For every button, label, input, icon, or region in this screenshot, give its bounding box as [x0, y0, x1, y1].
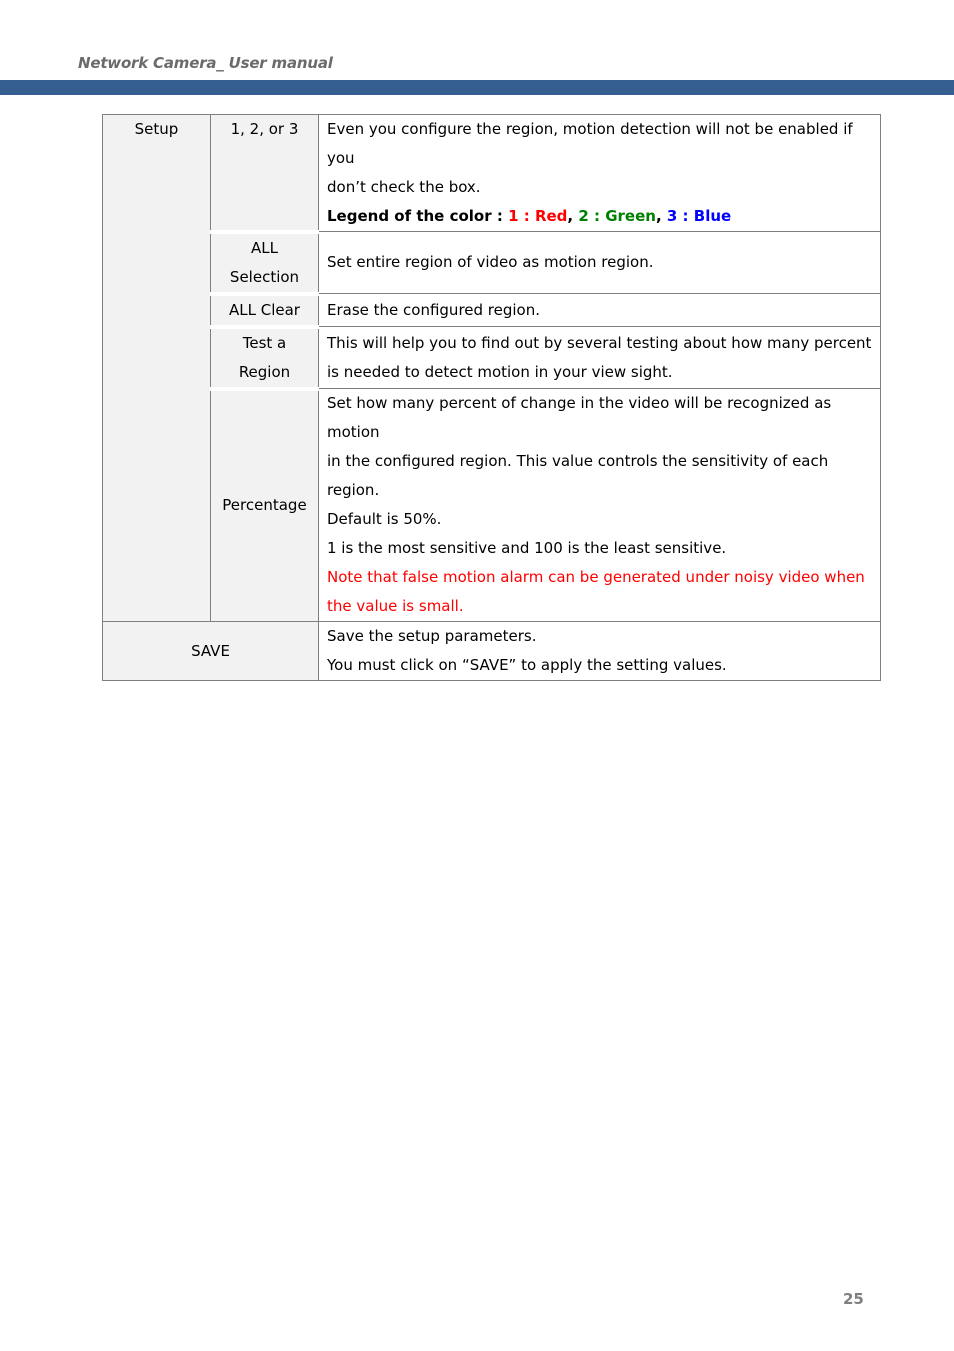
item-cell-test-region: [211, 327, 319, 389]
item-label: ALL Clear: [229, 300, 300, 319]
legend-green: 2 : Green: [578, 207, 656, 225]
desc-line: don’t check the box.: [327, 178, 481, 196]
save-cell: [103, 622, 319, 681]
item-label: Region: [238, 362, 291, 381]
item-cell-all-selection: [211, 232, 319, 294]
desc-line: You must click on “SAVE” to apply the setting values.: [327, 656, 727, 674]
table-row: [103, 389, 881, 622]
desc-line: is needed to detect motion in your view sight.: [327, 362, 673, 381]
color-legend: [327, 202, 872, 231]
item-label: Test a: [242, 333, 287, 352]
legend-label: Legend of the color :: [327, 207, 509, 225]
table-row: [103, 622, 881, 681]
table-row: [103, 115, 881, 232]
desc-cell-all-selection: [319, 232, 881, 294]
warning-note: the value is small.: [327, 597, 464, 615]
item-cell-percentage: [211, 389, 319, 622]
legend-separator: ,: [655, 207, 667, 225]
desc-line: Even you configure the region, motion detection will not be enabled if you: [327, 120, 853, 167]
desc-cell-test-region: [319, 327, 881, 389]
desc-line: 1 is the most sensitive and 100 is the least sensitive.: [327, 539, 727, 557]
desc-line: Save the setup parameters.: [327, 627, 537, 645]
desc-line: Set entire region of video as motion region.: [327, 253, 654, 271]
desc-cell-save: [319, 622, 881, 681]
item-label: Selection: [229, 267, 300, 286]
table-row: [103, 327, 881, 389]
desc-cell-percentage: [319, 389, 881, 622]
setup-parameters-table: [102, 114, 881, 681]
document-header-title: Network Camera_ User manual: [78, 54, 333, 72]
desc-line: This will help you to find out by several testing about how many percent: [327, 333, 872, 352]
desc-cell-all-clear: [319, 294, 881, 327]
page-number: 25: [843, 1290, 864, 1308]
desc-cell-region-number: [319, 115, 881, 232]
item-label: ALL: [251, 238, 278, 257]
item-label: Percentage: [222, 496, 307, 515]
item-label: 1, 2, or 3: [230, 120, 299, 138]
group-label: Setup: [134, 120, 179, 138]
group-cell-setup: [103, 115, 211, 622]
legend-blue: 3 : Blue: [666, 207, 732, 225]
desc-line: Default is 50%.: [327, 510, 442, 528]
warning-note: Note that false motion alarm can be generated under noisy video when: [327, 568, 865, 586]
save-label: SAVE: [191, 641, 230, 660]
item-cell-region-number: [211, 115, 319, 232]
item-cell-all-clear: [211, 294, 319, 327]
table-row: [103, 294, 881, 327]
desc-line: Set how many percent of change in the video will be recognized as motion: [327, 394, 832, 441]
table-row: [103, 232, 881, 294]
legend-separator: ,: [567, 207, 579, 225]
desc-line: Erase the configured region.: [327, 300, 541, 319]
desc-line: in the configured region. This value controls the sensitivity of each region.: [327, 452, 829, 499]
legend-red: 1 : Red: [508, 207, 568, 225]
header-divider-bar: [0, 80, 954, 95]
